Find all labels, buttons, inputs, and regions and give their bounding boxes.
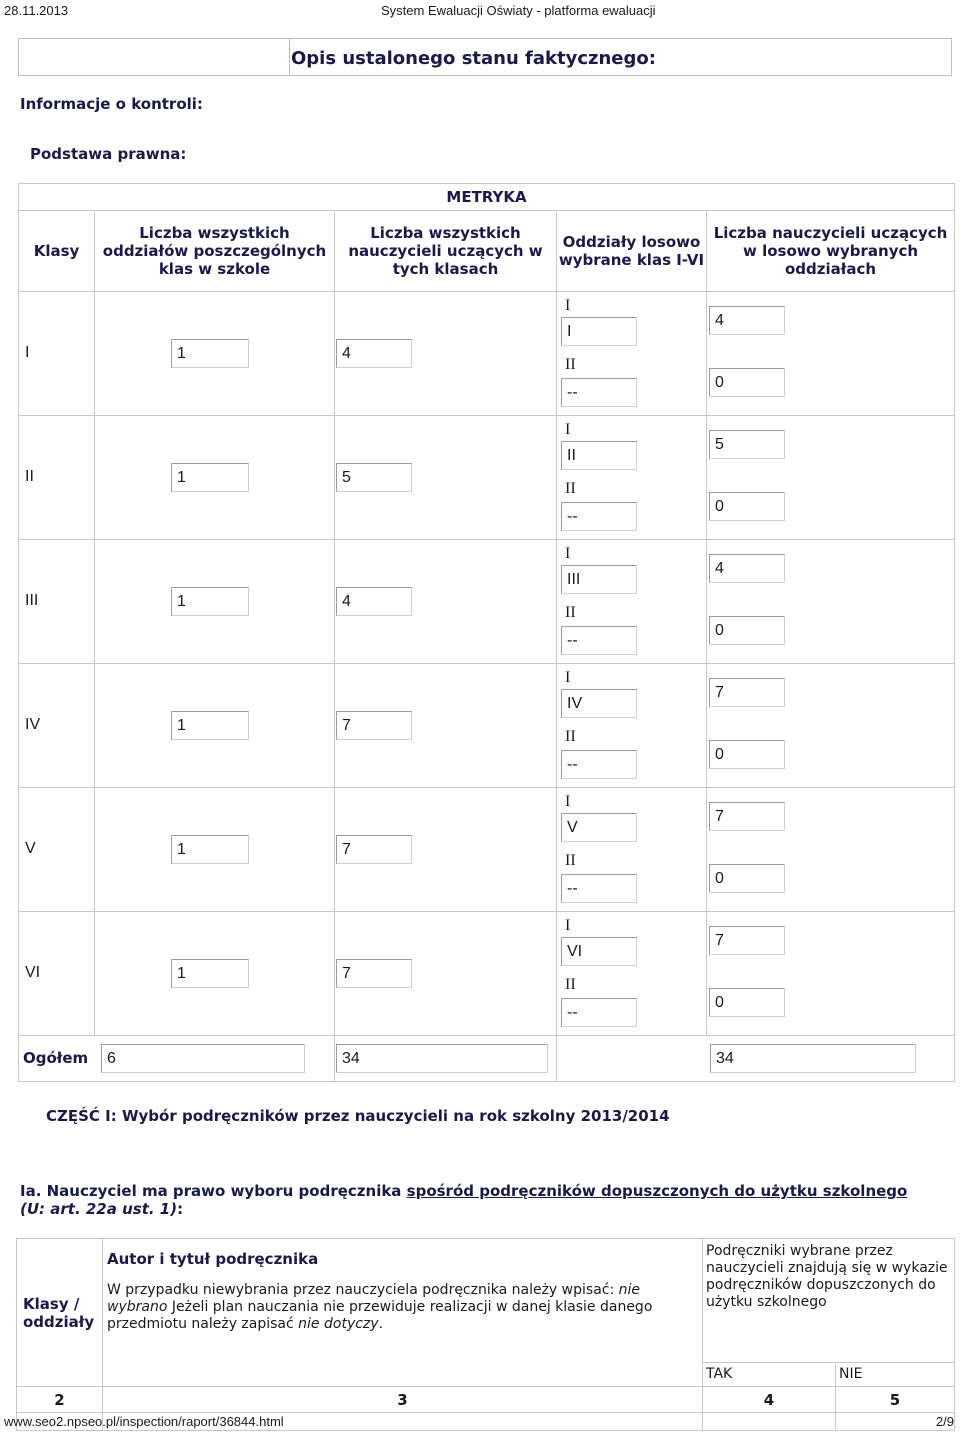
sub-label: II (565, 356, 576, 373)
table-row (19, 664, 955, 788)
title-caption-cell (19, 39, 290, 75)
col-tak-header: TAK (703, 1363, 836, 1387)
class-label: I (25, 344, 30, 361)
part1-title: CZĘŚĆ I: Wybór podręczników przez nauczycieli na rok szkolny 2013/2014 (46, 1107, 670, 1125)
header-title: System Ewaluacji Oświaty - platforma ewaluacji (381, 3, 656, 18)
oddzialy-field[interactable]: 1 (171, 463, 249, 492)
metryka-table (18, 183, 955, 1082)
sub-label: II (565, 852, 576, 869)
class-label: IV (25, 716, 41, 733)
oddzial-los-field[interactable]: II (561, 441, 637, 470)
autor-note-nie-wybrano: nie wybrano (107, 1282, 641, 1315)
oddzialy-field[interactable]: 1 (171, 711, 249, 740)
ia-underlined: spośród podręczników dopuszczonych do użytku szkolnego (406, 1182, 908, 1200)
total-row (19, 1036, 955, 1082)
metryka-caption: METRYKA (19, 184, 955, 211)
nauczyciele-field[interactable]: 7 (336, 711, 412, 740)
col-wybrane-header: Podręczniki wybrane przez nauczycieli znajdują się w wykazie podręczników dopuszczonych do użytku szkolnego (703, 1239, 955, 1363)
autor-title: Autor i tytuł podręcznika (107, 1250, 319, 1268)
oddzial-los-field[interactable]: -- (561, 750, 637, 779)
autor-note (107, 1282, 696, 1333)
class-label: VI (25, 964, 41, 981)
oddzial-los-field[interactable]: -- (561, 998, 637, 1027)
nauczyciele-field[interactable]: 7 (336, 959, 412, 988)
nauczyciele-los-field[interactable]: 7 (709, 802, 785, 831)
nauczyciele-los-field[interactable]: 5 (709, 430, 785, 459)
header-klasy: Klasy (19, 211, 95, 292)
header-nauczyciele: Liczba wszystkich nauczycieli uczących w tych klasach (335, 211, 557, 292)
col-number: 4 (703, 1387, 836, 1413)
total-nauczyciele-field[interactable]: 34 (336, 1044, 548, 1073)
nauczyciele-los-field[interactable]: 0 (709, 988, 785, 1017)
page-header (0, 0, 960, 22)
ia-prefix: Ia. Nauczyciel ma prawo wyboru podręcznika (20, 1182, 407, 1200)
oddzialy-field[interactable]: 1 (171, 959, 249, 988)
table-row (19, 912, 955, 1036)
nauczyciele-los-field[interactable]: 0 (709, 864, 785, 893)
header-losowe: Oddziały losowo wybrane klas I-VI (557, 211, 707, 292)
oddzial-los-field[interactable]: III (561, 565, 637, 594)
total-nauczyciele-los-field[interactable]: 34 (710, 1044, 916, 1073)
footer-url[interactable]: www.seo2.npseo.pl/inspection/raport/36844.html (4, 1414, 284, 1429)
sub-label: I (565, 917, 571, 934)
nauczyciele-los-field[interactable]: 0 (709, 740, 785, 769)
autor-note-text: . (378, 1316, 384, 1332)
oddzialy-field[interactable]: 1 (171, 339, 249, 368)
oddzial-los-field[interactable]: -- (561, 502, 637, 531)
page-title: Opis ustalonego stanu faktycznego: (291, 48, 656, 69)
nauczyciele-los-field[interactable]: 7 (709, 678, 785, 707)
ia-ref: (U: art. 22a ust. 1) (20, 1200, 178, 1218)
col-number: 2 (17, 1387, 103, 1413)
col-number: 3 (103, 1387, 703, 1413)
header-date: 28.11.2013 (4, 3, 69, 18)
oddzial-los-field[interactable]: -- (561, 874, 637, 903)
page-title-box (18, 38, 952, 76)
autor-note-nie-dotyczy: nie dotyczy (298, 1316, 379, 1332)
oddzial-los-field[interactable]: I (561, 317, 637, 346)
oddzial-los-field[interactable]: -- (561, 626, 637, 655)
class-label: III (25, 592, 39, 609)
page-footer (0, 1412, 960, 1432)
nauczyciele-los-field[interactable]: 7 (709, 926, 785, 955)
col-klasy-header: Klasy / oddziały (17, 1239, 103, 1387)
autor-note-text: W przypadku niewybrania przez nauczyciela podręcznika należy wpisać: (107, 1282, 619, 1298)
col-number: 5 (836, 1387, 955, 1413)
total-oddzialy-field[interactable]: 6 (101, 1044, 305, 1073)
class-label: V (25, 840, 36, 857)
oddzial-los-field[interactable]: VI (561, 937, 637, 966)
col-autor-header (103, 1239, 703, 1387)
nauczyciele-field[interactable]: 7 (336, 835, 412, 864)
nauczyciele-los-field[interactable]: 0 (709, 492, 785, 521)
sub-label: I (565, 793, 571, 810)
legal-basis-heading: Podstawa prawna: (30, 145, 187, 163)
sub-label: I (565, 421, 571, 438)
sub-label: I (565, 297, 571, 314)
oddzial-los-field[interactable]: IV (561, 689, 637, 718)
textbooks-table (16, 1238, 955, 1431)
nauczyciele-los-field[interactable]: 0 (709, 616, 785, 645)
info-heading: Informacje o kontroli: (20, 95, 203, 113)
ia-suffix: : (177, 1200, 184, 1218)
table-row (19, 540, 955, 664)
sub-label: I (565, 545, 571, 562)
total-label: Ogółem (23, 1049, 89, 1067)
header-oddzialy: Liczba wszystkich oddziałów poszczególnych klas w szkole (95, 211, 335, 292)
class-label: II (25, 468, 34, 485)
oddzialy-field[interactable]: 1 (171, 587, 249, 616)
nauczyciele-los-field[interactable]: 4 (709, 306, 785, 335)
nauczyciele-field[interactable]: 5 (336, 463, 412, 492)
nauczyciele-los-field[interactable]: 4 (709, 554, 785, 583)
nauczyciele-field[interactable]: 4 (336, 587, 412, 616)
sub-label: II (565, 728, 576, 745)
table-row (19, 788, 955, 912)
nauczyciele-field[interactable]: 4 (336, 339, 412, 368)
footer-page-number: 2/9 (935, 1414, 954, 1429)
section-ia (20, 1182, 920, 1218)
oddzial-los-field[interactable]: -- (561, 378, 637, 407)
sub-label: II (565, 976, 576, 993)
sub-label: II (565, 480, 576, 497)
sub-label: II (565, 604, 576, 621)
table-row (19, 416, 955, 540)
oddzialy-field[interactable]: 1 (171, 835, 249, 864)
autor-note-text: Jeżeli plan nauczania nie przewiduje realizacji w danej klasie danego przedmiotu należy zapisać (107, 1299, 653, 1332)
sub-label: I (565, 669, 571, 686)
col-nie-header: NIE (836, 1363, 955, 1387)
header-nauczyciele-losowe: Liczba nauczycieli uczących w losowo wybranych oddziałach (707, 211, 955, 292)
oddzial-los-field[interactable]: V (561, 813, 637, 842)
table-row (19, 292, 955, 416)
nauczyciele-los-field[interactable]: 0 (709, 368, 785, 397)
